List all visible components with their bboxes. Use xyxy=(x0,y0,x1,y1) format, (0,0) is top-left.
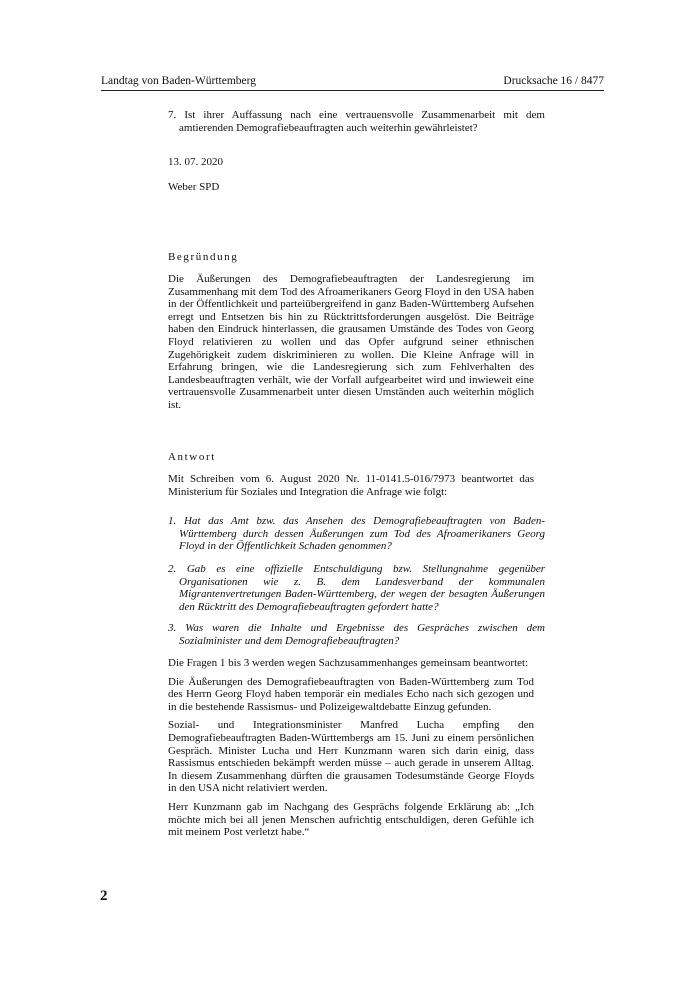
header-institution: Landtag von Baden-Württemberg xyxy=(101,75,256,87)
header-rule xyxy=(101,90,604,91)
begruendung-text: Die Äußerungen des Demografiebeauftragten der Landesregierung im Zusammenhang mit dem Tod des Afroamerikaners Georg Floyd in den USA haben in der Öffentlichkeit und parteiübergreifend in ganz Baden-Württemberg Aufsehen erregt und Entsetzen bis hin zu Rücktrittsforderungen ausgelöst. Die Beiträge haben den Eindruck hinterlassen, die grausamen Umstände des Todes von Georg Floyd relativieren zu wollen und das Opfer aufgrund seiner ethnischen Zugehörigkeit zudem diskriminieren zu wollen. Die Kleine Anfrage will in Erfahrung bringen, wie die Landesregierung sich zum Fehlverhalten des Landesbeauftragten verhält, wie der Vorfall aufgearbeitet wird und inwieweit eine vertrauensvolle Zusammenarbeit unter diesen Umständen auch weiterhin möglich ist. xyxy=(168,273,534,411)
date: 13. 07. 2020 xyxy=(168,156,223,168)
page-header xyxy=(101,74,604,88)
question-7: 7. Ist ihrer Auffassung nach eine vertrauensvolle Zusammenarbeit mit dem amtierenden Demografiebeauftragten auch weiterhin gewährleistet? xyxy=(168,109,545,134)
header-document-number: Drucksache 16 / 8477 xyxy=(503,75,604,87)
begruendung-heading: Begründung xyxy=(168,251,239,263)
answer-block xyxy=(168,657,534,845)
question-3: 3. Was waren die Inhalte und Ergebnisse des Gespräches zwischen dem Sozialminister und dem Demografiebeauftragten? xyxy=(168,622,545,647)
author: Weber SPD xyxy=(168,181,220,193)
question-1: 1. Hat das Amt bzw. das Ansehen des Demografiebeauftragten von Baden-Württemberg durch dessen Äußerungen zum Tod des Afroamerikaners Georg Floyd in der Öffentlichkeit Schaden genommen? xyxy=(168,515,545,553)
page-number: 2 xyxy=(100,888,108,904)
answer-paragraph-4: Herr Kunzmann gab im Nachgang des Gesprächs folgende Erklärung ab: „Ich möchte mich bei all jenen Menschen aufrichtig entschuldigen, deren Gefühle ich mit meinem Post verletzt habe.“ xyxy=(168,800,534,839)
antwort-heading: Antwort xyxy=(168,451,216,463)
antwort-intro: Mit Schreiben vom 6. August 2020 Nr. 11-0141.5-016/7973 beantwortet das Ministerium für Soziales und Integration die Anfrage wie folgt: xyxy=(168,473,534,498)
answer-paragraph-3: Sozial- und Integrationsminister Manfred Lucha empfing den Demografiebeauftragten Baden-Württembergs am 15. Juni zu einem persönlichen Gespräch. Minister Lucha und Herr Kunzmann waren sich darin einig, dass Rassismus entschieden bekämpft werden müsse – auch gerade in unserem Alltag. In diesem Zusammenhang dürften die grausamen Todesumstände George Floyds in den USA nicht relativiert werden. xyxy=(168,719,534,795)
question-2: 2. Gab es eine offizielle Entschuldigung bzw. Stellungnahme gegenüber Organisationen wie z. B. dem Landesverband der kommunalen Migrantenvertretungen Baden-Württemberg, der wegen der besagten Äußerungen den Rücktritt des Demografiebeauftragten gefordert hatte? xyxy=(168,563,545,613)
answer-paragraph-1: Die Fragen 1 bis 3 werden wegen Sachzusammenhanges gemeinsam beantwortet: xyxy=(168,657,529,669)
answer-paragraph-2: Die Äußerungen des Demografiebeauftragten von Baden-Württemberg zum Tod des Herrn Georg Floyd haben temporär ein mediales Echo nach sich gezogen und in die bestehende Rassismus- und Polizeigewaltdebatte Einzug gefunden. xyxy=(168,675,534,713)
